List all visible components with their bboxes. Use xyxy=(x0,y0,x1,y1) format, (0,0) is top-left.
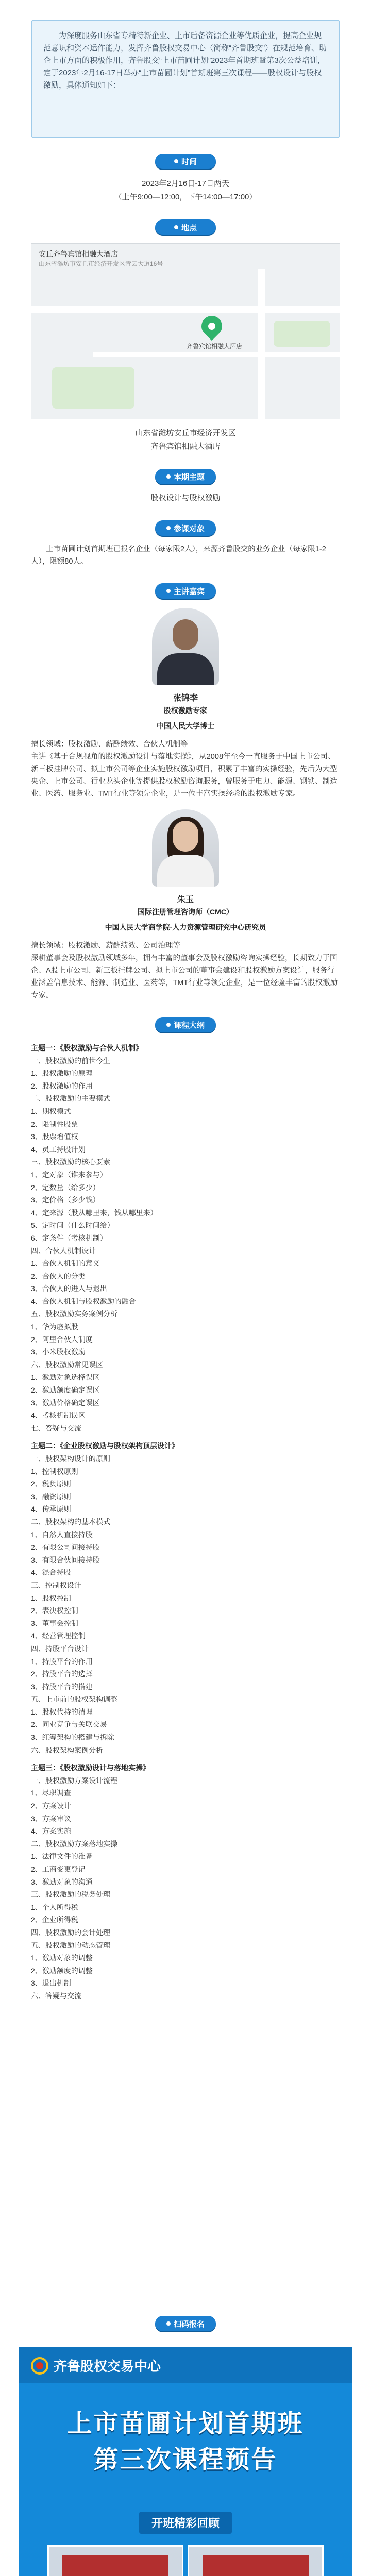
course-outline xyxy=(31,1042,340,2003)
course-item: 3、定价格（多少钱） xyxy=(31,1196,100,1205)
course-item: 五、股权激励实务案例分析 xyxy=(31,1310,117,1318)
event-date: 2023年2月16日-17日两天 xyxy=(141,179,230,188)
map-pin-label: 齐鲁宾馆相融大酒店 xyxy=(186,343,242,350)
map-title: 安丘齐鲁宾馆相融大酒店 xyxy=(39,250,118,258)
map-road xyxy=(93,352,340,357)
course-item: 3、红筹架构的搭建与拆除 xyxy=(31,1733,114,1742)
course-topic-heading: 主题三：《股权激励设计与落地实操》 xyxy=(31,1764,150,1772)
photo-head xyxy=(173,619,198,650)
review-photo xyxy=(188,2545,324,2576)
course-item: 1、自然人直接持股 xyxy=(31,1530,93,1539)
course-item: 1、华为虚拟股 xyxy=(31,1323,78,1331)
course-item: 2、同业竞争与关联交易 xyxy=(31,1720,107,1729)
course-item: 三、股权激励的税务处理 xyxy=(31,1890,110,1899)
review-photos xyxy=(47,2545,324,2576)
course-item: 2、合伙人的分类 xyxy=(31,1272,86,1280)
course-item: 二、股权激励方案落地实操 xyxy=(31,1839,117,1848)
course-item: 1、尽职调查 xyxy=(31,1789,71,1798)
course-item: 2、有限公司间接持股 xyxy=(31,1543,100,1552)
course-item: 3、小米股权激励 xyxy=(31,1348,86,1357)
course-item: 2、定数量（给多少） xyxy=(31,1183,100,1192)
course-item: 4、定来源（股从哪里来，钱从哪里来） xyxy=(31,1208,158,1217)
course-item: 五、上市前的股权架构调整 xyxy=(31,1695,117,1704)
course-item: 5、定时间（什么时间给） xyxy=(31,1221,114,1230)
topic-text: 股权设计与股权激励 xyxy=(150,494,221,502)
course-item: 六、股权激励常见误区 xyxy=(31,1360,103,1369)
teachers-badge: 主讲嘉宾 xyxy=(155,583,216,599)
course-item: 2、税负原则 xyxy=(31,1480,71,1488)
bullet-icon xyxy=(166,589,171,593)
audience-text: 上市苗圃计划首期班已报名企业（每家限2人），来源齐鲁股交的业务企业（每家限1-2人），限额80人。 xyxy=(31,545,326,566)
course-item: 三、控制权设计 xyxy=(31,1581,81,1589)
map-park xyxy=(52,367,134,409)
bullet-icon xyxy=(166,474,171,479)
map-park xyxy=(274,321,330,347)
course-item: 七、答疑与交流 xyxy=(31,1423,81,1432)
course-item: 2、方案设计 xyxy=(31,1802,71,1810)
course-item: 3、激励价格确定误区 xyxy=(31,1398,100,1407)
course-item: 3、持股平台的搭建 xyxy=(31,1682,93,1691)
teacher-bio: 擅长领域：股权激励、薪酬绩效、合伙人机制等 主讲《基于合规视角的股权激励设计与落地实操》，从2008年至今一直服务于中国上市公司、新三板挂牌公司、拟上市公司等企业实施股权激励项目，积累了丰富的实操经验，先后为大型央企、上市公司、行业龙头企业等提供股权激励咨询服务，曾服务于电力、能源、钢铁、制造业、医药、服务业、TMT行业等领先企业，是一位丰富实操经验的股权激励专家。 xyxy=(31,740,338,798)
course-item: 1、个人所得税 xyxy=(31,1903,78,1911)
teacher-name: 朱玉 xyxy=(177,895,194,904)
course-item: 1、股权控制 xyxy=(31,1594,71,1602)
course-item: 3、退出机制 xyxy=(31,1979,71,1988)
audience-badge: 参课对象 xyxy=(155,520,216,536)
bullet-icon xyxy=(174,225,178,229)
course-item: 3、有限合伙间接持股 xyxy=(31,1555,100,1564)
signup-badge: 扫码报名 xyxy=(155,2316,216,2331)
course-item: 2、股权激励的作用 xyxy=(31,1081,93,1090)
teacher-org: 中国人民大学博士 xyxy=(157,722,214,730)
promo-poster xyxy=(19,2347,352,2576)
course-item: 二、股权激励的主要模式 xyxy=(31,1094,110,1103)
course-item: 一、股权激励方案设计流程 xyxy=(31,1776,117,1785)
course-topic-heading: 主题一：《股权激励与合伙人机制》 xyxy=(31,1044,143,1052)
course-item: 2、激励额度确定误区 xyxy=(31,1386,100,1395)
review-photo xyxy=(47,2545,183,2576)
map-road xyxy=(31,306,340,313)
course-item: 1、合伙人机制的意义 xyxy=(31,1259,100,1268)
course-item: 2、企业所得税 xyxy=(31,1916,78,1924)
course-item: 1、控制权原则 xyxy=(31,1467,78,1476)
course-item: 六、股权架构案例分析 xyxy=(31,1745,103,1754)
teacher-title: 股权激励专家 xyxy=(164,706,207,715)
bullet-icon xyxy=(166,2321,171,2326)
teacher-photo xyxy=(152,809,219,887)
course-item: 6、定条件（考核机制） xyxy=(31,1233,107,1242)
poster-title-2: 第三次课程预告 xyxy=(93,2446,278,2473)
course-item: 3、方案审议 xyxy=(31,1814,71,1823)
poster-section-review: 开班精彩回顾 xyxy=(139,2512,232,2534)
course-item: 4、传承原则 xyxy=(31,1505,71,1514)
course-item: 3、董事会控制 xyxy=(31,1619,78,1628)
course-item: 3、合伙人的进入与退出 xyxy=(31,1284,107,1293)
time-badge: 时间 xyxy=(155,154,216,169)
course-item: 二、股权架构的基本模式 xyxy=(31,1517,110,1526)
event-hours: （上午9:00—12:00，下午14:00—17:00） xyxy=(114,193,257,201)
photo-head xyxy=(173,821,198,852)
course-item: 四、股权激励的会计处理 xyxy=(31,1928,110,1937)
course-item: 六、答疑与交流 xyxy=(31,1991,81,2000)
course-item: 四、持股平台设计 xyxy=(31,1644,89,1653)
course-item: 4、员工持股计划 xyxy=(31,1145,86,1154)
course-item: 4、方案实施 xyxy=(31,1827,71,1836)
course-item: 3、股票增值权 xyxy=(31,1132,78,1141)
course-item: 4、考核机制误区 xyxy=(31,1411,86,1420)
course-topic-heading: 主题二：《企业股权激励与股权架构顶层设计》 xyxy=(31,1442,179,1450)
teacher-name: 张锦李 xyxy=(173,694,198,703)
course-item: 4、经营管理控制 xyxy=(31,1632,86,1640)
teacher-org: 中国人民大学商学院·人力资源管理研究中心研究员 xyxy=(105,923,266,931)
course-item: 2、阿里合伙人制度 xyxy=(31,1335,93,1344)
place-badge: 地点 xyxy=(155,219,216,235)
map-road xyxy=(258,269,265,419)
course-item: 1、激励对象选择误区 xyxy=(31,1373,100,1382)
poster-logo: 齐鲁股权交易中心 xyxy=(31,2356,161,2375)
course-item: 4、混合持股 xyxy=(31,1568,71,1577)
course-badge: 课程大纲 xyxy=(155,1017,216,1032)
place-line1: 山东省潍坊安丘市经济开发区 xyxy=(135,429,236,437)
teacher-bio: 擅长领域：股权激励、薪酬绩效、公司治理等 深耕董事会及股权激励领域多年，拥有丰富的董事会及股权激励咨询实操经验，长期致力于国企、A股上市公司、新三板挂牌公司、拟上市公司的董事会建设和股权激励方案设计，服务行业涵盖信息技术、能源、制造业、医药等，TMT行业等领先企业，是一位经验丰富的股权激励专家。 xyxy=(31,942,338,999)
photo-body xyxy=(157,653,214,685)
course-item: 一、股权激励的前世今生 xyxy=(31,1056,110,1065)
course-item: 五、股权激励的动态管理 xyxy=(31,1941,110,1950)
topic-badge: 本期主题 xyxy=(155,469,216,484)
course-item: 三、股权激励的核心要素 xyxy=(31,1158,110,1166)
course-item: 2、激励额度的调整 xyxy=(31,1966,93,1975)
course-item: 3、融资原则 xyxy=(31,1492,71,1501)
bullet-icon xyxy=(174,159,178,163)
bullet-icon xyxy=(166,1023,171,1027)
course-item: 1、激励对象的调整 xyxy=(31,1954,93,1962)
course-item: 1、股权代持的清理 xyxy=(31,1707,93,1716)
photo-body xyxy=(157,855,214,887)
location-map[interactable] xyxy=(31,243,340,419)
bullet-icon xyxy=(166,526,171,530)
place-line2: 齐鲁宾馆相融大酒店 xyxy=(150,442,221,451)
course-item: 3、激励对象的沟通 xyxy=(31,1877,93,1886)
logo-icon xyxy=(31,2357,48,2375)
course-item: 1、期权模式 xyxy=(31,1107,71,1115)
course-item: 一、股权架构设计的原则 xyxy=(31,1454,110,1463)
course-item: 2、持股平台的选择 xyxy=(31,1670,93,1679)
poster-title-1: 上市苗圃计划首期班 xyxy=(67,2410,304,2437)
map-pin-icon[interactable] xyxy=(197,312,227,341)
course-item: 4、合伙人机制与股权激励的融合 xyxy=(31,1297,136,1306)
teacher-title: 国际注册管理咨询师（CMC） xyxy=(138,908,233,916)
course-item: 1、法律文件的准备 xyxy=(31,1852,93,1861)
teacher-photo xyxy=(152,608,219,685)
course-item: 1、持股平台的作用 xyxy=(31,1657,93,1666)
course-item: 2、工商变更登记 xyxy=(31,1865,86,1873)
course-item: 2、限制性股票 xyxy=(31,1120,78,1128)
map-subtitle: 山东省潍坊市安丘市经济开发区青云大道16号 xyxy=(39,260,163,267)
course-item: 四、合伙人机制设计 xyxy=(31,1246,96,1255)
course-item: 1、股权激励的原理 xyxy=(31,1069,93,1078)
course-item: 1、定对象（谁来参与） xyxy=(31,1170,107,1179)
course-item: 2、表决权控制 xyxy=(31,1606,78,1615)
intro-box: 为深度服务山东省专精特新企业、上市后备资源企业等优质企业，提高企业规范意识和资本运作能力，发挥齐鲁股权交易中心（简称“齐鲁股交”）在规范培育、助企上市方面的积极作用，齐鲁股交“上市苗圃计划”2023年首期班暨第3次公益培训，定于2023年2月16-17日举办“上市苗圃计划”首期班第三次课程——股权设计与股权激励，具体通知如下： xyxy=(31,20,340,138)
